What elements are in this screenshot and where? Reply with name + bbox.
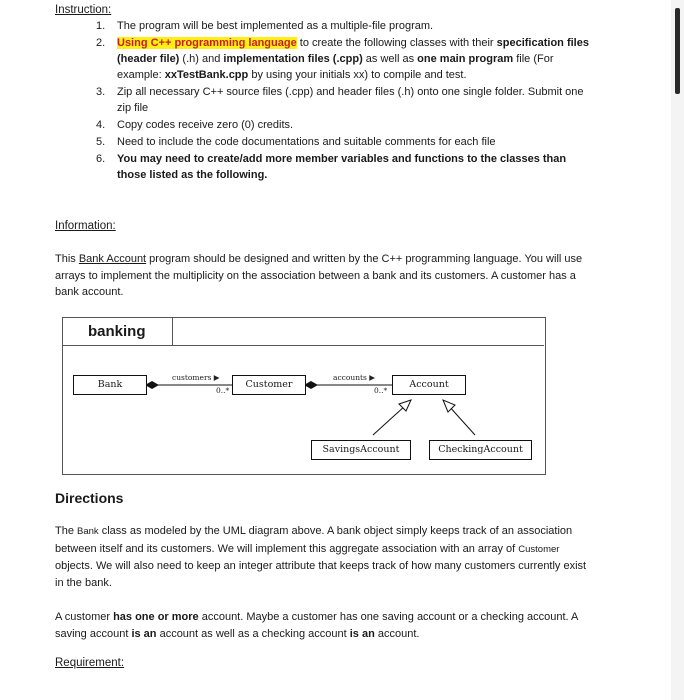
code-text: Bank	[77, 526, 99, 537]
list-text: You may need to create/add more member variables and functions to the classes than those listed as the following.	[117, 153, 567, 181]
list-text: Zip all necessary C++ source files (.cpp) and header files (.h) onto one single folder. Submit one zip file	[117, 86, 584, 114]
list-text: Copy codes receive zero (0) credits.	[117, 119, 294, 131]
code-text: Customer	[518, 543, 560, 555]
bold-text: xxTestBank.cpp	[164, 69, 249, 81]
list-text: (.h) and	[179, 53, 224, 65]
checking-inherit-line	[448, 405, 475, 435]
para-text: account.	[374, 627, 420, 640]
list-text: to create the following classes with their	[296, 37, 497, 49]
list-text: as well as	[362, 53, 418, 65]
list-text: Need to include the code documentations and suitable comments for each file	[117, 136, 496, 148]
class-checking-account: CheckingAccount	[429, 440, 532, 460]
bold-text: specification files (header file)	[117, 37, 589, 65]
list-number: 5.	[96, 136, 106, 148]
list-text: file (For example:	[117, 53, 554, 81]
uml-package-title: banking	[88, 323, 146, 340]
para-text: This	[55, 253, 79, 265]
para-text: A customer	[55, 611, 114, 623]
bold-text: one main program	[417, 53, 514, 65]
class-account: Account	[392, 375, 466, 395]
directions-paragraph-2	[55, 609, 595, 642]
para-text: class as modeled by the UML diagram above. A bank object simply keeps track of an association between itself and its customers. We will implement this aggregate association with an array of	[55, 525, 573, 555]
class-bank: Bank	[73, 375, 147, 395]
para-text: objects. We will also need to keep an integer attribute that keeps track of how many customers currently exist in the bank.	[55, 560, 587, 589]
savings-inherit-line	[373, 405, 406, 435]
bold-text: is an	[131, 627, 157, 640]
bank-account-link: Bank Account	[78, 253, 147, 265]
class-savings-account: SavingsAccount	[311, 440, 411, 460]
information-heading: Information:	[55, 220, 116, 232]
list-number: 1.	[96, 20, 106, 32]
assoc-accounts-label: accounts ▶	[333, 373, 376, 382]
assoc-accounts-multiplicity: 0..*	[374, 386, 388, 395]
para-text: account as well as a checking account	[156, 627, 350, 640]
directions-heading: Directions	[55, 490, 124, 506]
directions-paragraph-1	[55, 523, 595, 591]
highlighted-text: Using C++ programming language	[117, 37, 297, 49]
bold-text: is an	[349, 627, 375, 640]
list-text: by using your initials xx) to compile and test.	[248, 69, 467, 81]
para-text: program should be designed and written by the C++ programming language. You will use arrays to implement the multiplicity on the association between a bank and its customers. A customer has a bank account.	[55, 253, 583, 298]
bold-text: implementation files (.cpp)	[223, 53, 363, 65]
instruction-heading: Instruction:	[55, 4, 112, 16]
list-number: 2.	[96, 37, 106, 49]
assoc-customers-multiplicity: 0..*	[216, 386, 230, 395]
para-text: The	[55, 525, 78, 537]
class-customer: Customer	[232, 375, 306, 395]
para-text: account. Maybe a customer has one saving account or a checking account. A saving account	[55, 611, 578, 640]
list-number: 6.	[96, 153, 106, 165]
assoc-customers-label: customers ▶	[172, 373, 220, 382]
list-text: The program will be best implemented as a multiple-file program.	[117, 20, 434, 32]
vertical-scrollbar[interactable]	[671, 0, 684, 700]
bold-text: has one or more	[113, 611, 199, 623]
list-number: 4.	[96, 119, 106, 131]
requirement-heading: Requirement:	[55, 657, 125, 669]
aggregation-diamond-1	[145, 381, 159, 389]
scrollbar-thumb[interactable]	[675, 8, 680, 94]
aggregation-diamond-2	[304, 381, 318, 389]
list-number: 3.	[96, 86, 106, 98]
